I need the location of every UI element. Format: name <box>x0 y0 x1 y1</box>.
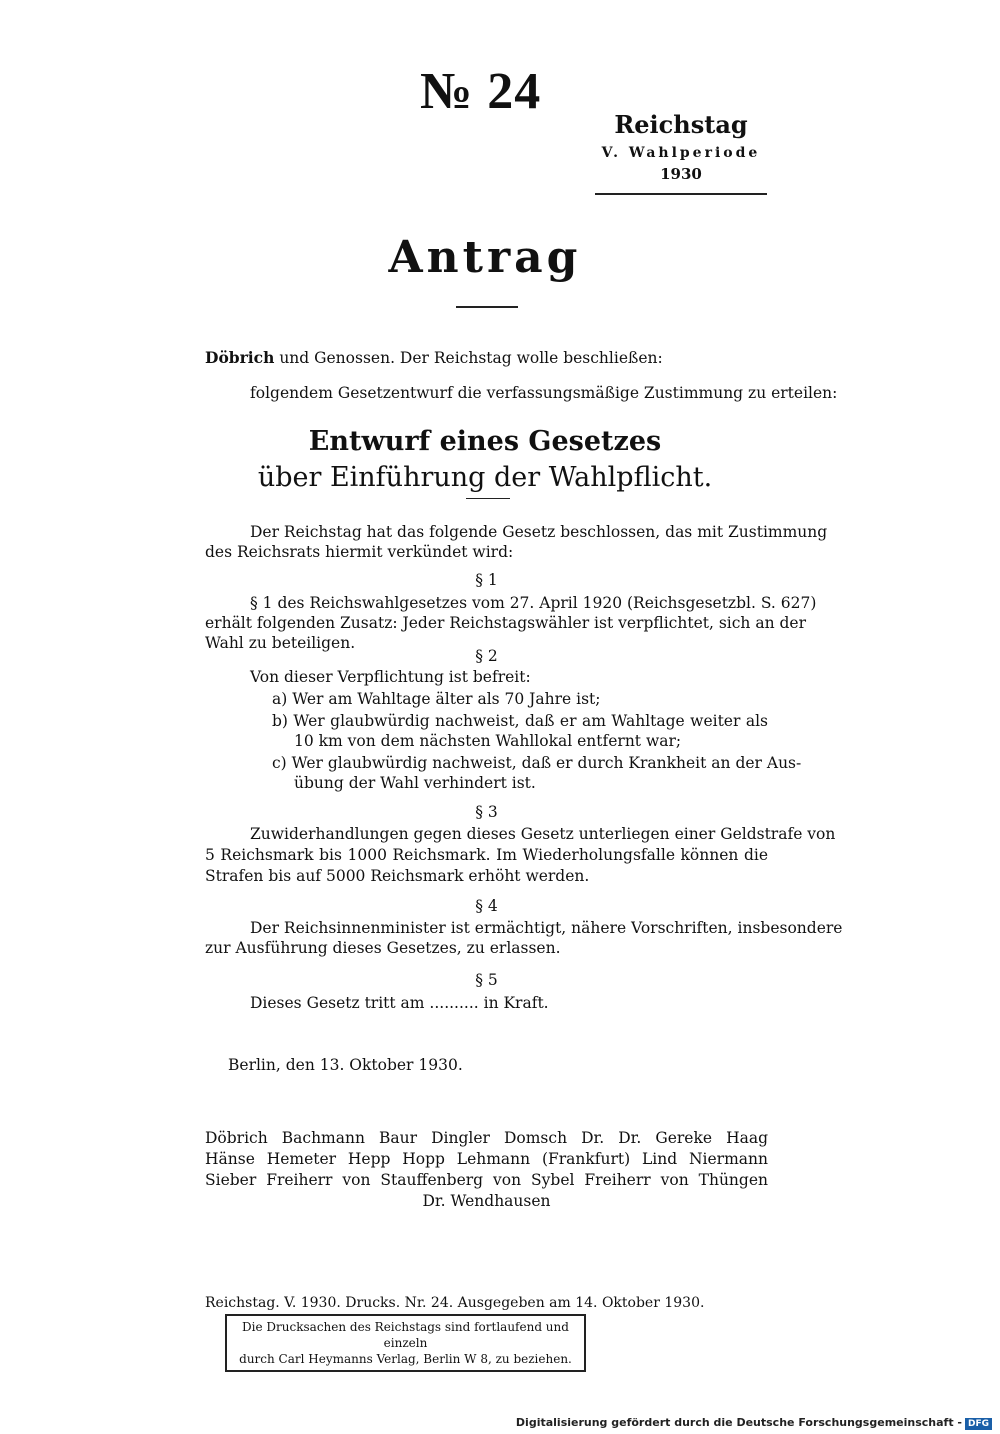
credit-text: Digitalisierung gefördert durch die Deutsche Forschungsgemeinschaft - <box>515 1416 962 1429</box>
publisher-notice-box <box>225 1314 586 1372</box>
preamble-line-1: Der Reichstag hat das folgende Gesetz beschlossen, das mit Zustimmung <box>250 523 828 541</box>
signatories-row-2: Hänse Hemeter Hepp Hopp Lehmann (Frankfurt) Lind Niermann <box>205 1150 768 1168</box>
section-4-line-1: Der Reichsinnenminister ist ermächtigt, nähere Vorschriften, insbesondere <box>250 919 843 937</box>
section-2-item-c-line-1: c) Wer glaubwürdig nachweist, daß er durch Krankheit an der Aus- <box>272 754 802 772</box>
section-2-item-c-line-2: übung der Wahl verhindert ist. <box>294 774 536 792</box>
intro-line-1 <box>205 347 663 369</box>
place-date: Berlin, den 13. Oktober 1930. <box>228 1056 463 1074</box>
section-4-line-2: zur Ausführung dieses Gesetzes, zu erlassen. <box>205 939 561 957</box>
signatories-row-3: Sieber Freiherr von Stauffenberg von Sybel Freiherr von Thüngen <box>205 1171 768 1189</box>
reichstag-box <box>595 110 767 195</box>
footer-print-info: Reichstag. V. 1930. Drucks. Nr. 24. Ausgegeben am 14. Oktober 1930. <box>205 1295 705 1311</box>
intro-text: und Genossen. Der Reichstag wolle beschließen: <box>274 349 663 367</box>
section-1-heading: § 1 <box>475 571 498 589</box>
section-3-line-1: Zuwiderhandlungen gegen dieses Gesetz unterliegen einer Geldstrafe von <box>250 825 836 843</box>
publisher-notice-line-1: Die Drucksachen des Reichstags sind fortlaufend und einzeln <box>242 1320 569 1350</box>
section-2-item-b-line-1: b) Wer glaubwürdig nachweist, daß er am Wahltage weiter als <box>272 712 768 730</box>
header-divider <box>595 193 767 195</box>
title-divider <box>456 306 518 308</box>
signatories-row-4: Dr. Wendhausen <box>422 1192 551 1210</box>
document-number: № 24 <box>420 63 542 120</box>
chamber-name: Reichstag <box>614 110 748 139</box>
section-2-line-1: Von dieser Verpflichtung ist befreit: <box>250 668 531 686</box>
law-title-line-1: Entwurf eines Gesetzes <box>308 426 662 457</box>
law-title-divider <box>466 498 510 499</box>
submitter-name: Döbrich <box>205 348 275 367</box>
year: 1930 <box>660 165 702 183</box>
section-4-heading: § 4 <box>475 897 498 915</box>
intro-line-2: folgendem Gesetzentwurf die verfassungsmäßige Zustimmung zu erteilen: <box>250 384 838 402</box>
digitization-credit <box>516 1416 992 1430</box>
publisher-notice-line-2: durch Carl Heymanns Verlag, Berlin W 8, zu beziehen. <box>239 1352 572 1366</box>
section-3-line-2: 5 Reichsmark bis 1000 Reichsmark. Im Wiederholungsfalle können die <box>205 846 768 864</box>
section-1-line-3: Wahl zu beteiligen. <box>205 634 356 652</box>
preamble-line-2: des Reichsrats hiermit verkündet wird: <box>205 543 514 561</box>
section-5-heading: § 5 <box>475 971 498 989</box>
signatories-row-1: Döbrich Bachmann Baur Dingler Domsch Dr. Dr. Gereke Haag <box>205 1129 768 1147</box>
section-2-heading: § 2 <box>475 647 498 665</box>
section-2-item-a: a) Wer am Wahltage älter als 70 Jahre ist; <box>272 690 601 708</box>
law-title-line-2: über Einführung der Wahlpflicht. <box>257 462 713 493</box>
election-period: V. Wahlperiode <box>601 145 761 161</box>
section-3-heading: § 3 <box>475 803 498 821</box>
section-2-item-b-line-2: 10 km von dem nächsten Wahllokal entfernt war; <box>294 732 682 750</box>
section-1-line-2: erhält folgenden Zusatz: Jeder Reichstagswähler ist verpflichtet, sich an der <box>205 614 806 632</box>
document-type-title: Antrag <box>388 232 582 283</box>
section-1-line-1: § 1 des Reichswahlgesetzes vom 27. April 1920 (Reichsgesetzbl. S. 627) <box>250 594 817 612</box>
dfg-logo: DFG <box>965 1418 992 1430</box>
section-3-line-3: Strafen bis auf 5000 Reichsmark erhöht werden. <box>205 867 590 885</box>
section-5-line-1: Dieses Gesetz tritt am .......... in Kraft. <box>250 994 549 1012</box>
